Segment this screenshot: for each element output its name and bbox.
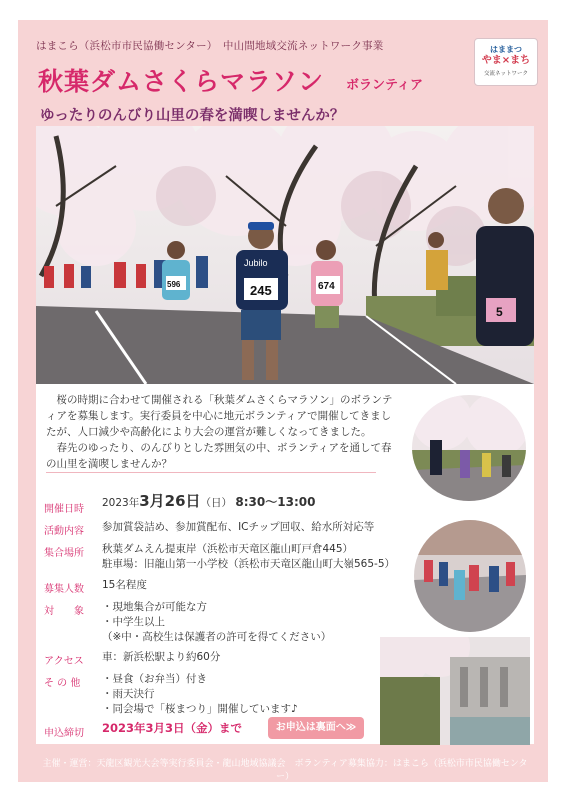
meeting-line1: 秋葉ダムえん提東岸（浜松市天竜区龍山町戸倉445） xyxy=(102,543,354,555)
other-item-3: ・同会場で「桜まつり」開催しています♪ xyxy=(102,703,298,715)
meeting-label: 集合場所 xyxy=(44,548,84,559)
shirt-text: Jubilo xyxy=(244,258,268,268)
date-day: 3月26日 xyxy=(139,492,201,510)
deadline-value: 2023年3月3日（金）まで xyxy=(102,721,243,735)
deadline-label: 申込締切 xyxy=(44,728,84,739)
bib-245: 245 xyxy=(250,283,272,298)
intro-text xyxy=(46,392,398,472)
intro-paragraph-2: 春先のゆったり、のんびりとした雰囲気の中、ボランティアを通して春の山里を満喫しませんか？ xyxy=(46,442,392,470)
access-value: 車：新浜松駅より約60分 xyxy=(102,651,221,663)
content-label: 活動内容 xyxy=(44,526,84,537)
target-label: 対 象 xyxy=(44,606,84,617)
date-value xyxy=(102,494,315,511)
network-logo xyxy=(474,38,538,86)
bib-674: 674 xyxy=(318,281,335,292)
other-item-2: ・雨天決行 xyxy=(102,688,155,700)
bib-596: 596 xyxy=(167,280,181,289)
capacity-label: 募集人数 xyxy=(44,584,84,595)
target-item-1: ・現地集合が可能な方 xyxy=(102,601,207,613)
date-weekday: （日） xyxy=(200,497,233,509)
hero-photo xyxy=(36,126,534,384)
access-label: アクセス xyxy=(44,656,84,667)
bib-5: 5 xyxy=(496,305,503,319)
other-label: そ の 他 xyxy=(44,678,81,689)
other-item-1: ・昼食（お弁当）付き xyxy=(102,673,207,685)
intro-paragraph-1: 桜の時期に合わせて開催される「秋葉ダムさくらマラソン」のボランティアを募集します。実行委員を中心に地元ボランティアで開催してきましたが、人口減少や高齢化により大会の運営が難しくなってきました。 xyxy=(46,394,393,438)
date-year: 2023年 xyxy=(102,497,140,509)
event-title-suffix: ボランティア xyxy=(346,78,423,93)
target-item-3: （※中・高校生は保護者の許可を得てください） xyxy=(102,631,332,643)
meeting-line2: 駐車場：旧龍山第一小学校（浜松市天竜区龍山町大嶺565-5） xyxy=(102,558,396,570)
date-label: 開催日時 xyxy=(44,504,84,515)
runners-circle-photo-1 xyxy=(412,395,526,501)
logo-line3: 交流ネットワーク xyxy=(483,71,528,77)
organization-line: はまこら（浜松市市民協働センター） 中山間地域交流ネットワーク事業 xyxy=(36,40,384,52)
runners-circle-photo-2 xyxy=(414,520,526,632)
event-title: 秋葉ダムさくらマラソン xyxy=(38,67,325,96)
target-item-2: ・中学生以上 xyxy=(102,616,165,628)
apply-button[interactable]: お申込は裏面へ≫ xyxy=(268,717,364,739)
content-value: 参加賞袋詰め、参加賞配布、ICチップ回収、給水所対応等 xyxy=(102,521,375,533)
dam-photo xyxy=(380,637,530,745)
capacity-value: 15名程度 xyxy=(102,579,147,591)
logo-line2: やま×まち xyxy=(481,55,531,66)
tagline: ゆったりのんびり山里の春を満喫しませんか？ xyxy=(40,108,345,124)
divider xyxy=(46,472,376,473)
logo-line1: はままつ xyxy=(490,45,522,54)
footer-credits: 主催・運営：天龍区観光大会等実行委員会・龍山地域協議会 ボランティア募集協力：はまこら（浜松市市民協働センター） xyxy=(42,759,528,782)
date-time: 8:30～13:00 xyxy=(235,495,316,509)
